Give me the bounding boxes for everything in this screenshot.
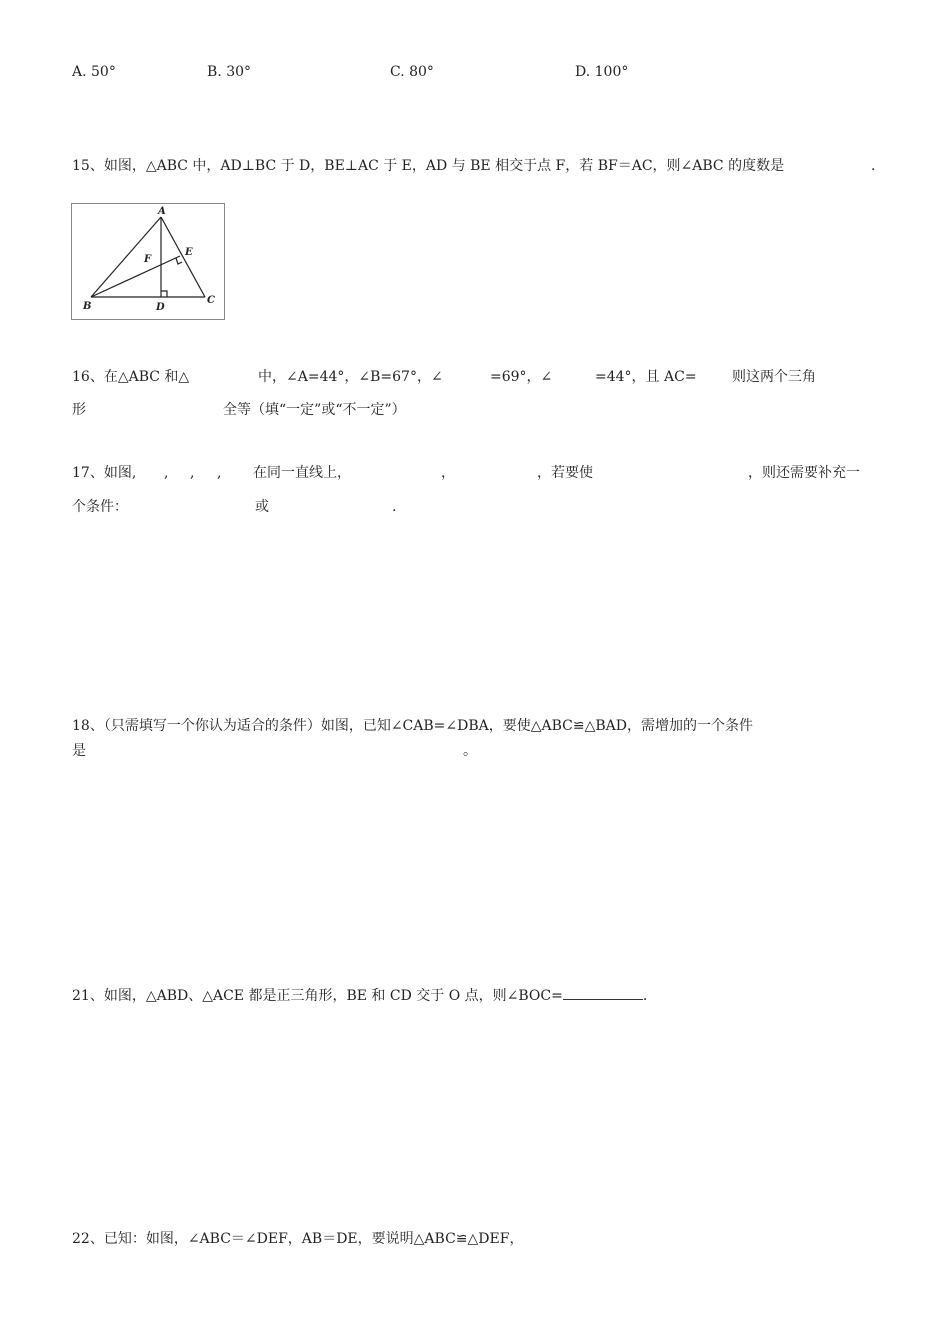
q21-text-content: 21、如图，△ABD、△ACE 都是正三角形，BE 和 CD 交于 O 点，则∠BOC=	[72, 988, 563, 1004]
label-f: F	[144, 254, 152, 265]
q21-end: .	[642, 988, 648, 1004]
q18-line2-a: 是	[72, 743, 86, 759]
q17-part2: 在同一直线上，	[253, 465, 351, 481]
q17-part1: 17、如图,	[72, 465, 137, 481]
q18-line2-b: 。	[463, 743, 477, 759]
q17-part3: ，若要使	[537, 465, 593, 481]
q16-part3: =69°，∠	[490, 369, 553, 385]
q17-comma4: ，	[441, 465, 455, 481]
q16-line2-b: 全等（填“一定”或“不一定”）	[223, 402, 406, 418]
option-b: B. 30°	[207, 64, 252, 80]
q17-comma2: ,	[190, 465, 195, 481]
q15-text: 15、如图，△ABC 中，AD⊥BC 于 D，BE⊥AC 于 E，AD 与 BE 相交于点 F，若 BF＝AC，则∠ABC 的度数是	[72, 158, 785, 174]
q18-line1: 18、（只需填写一个你认为适合的条件）如图，已知∠CAB=∠DBA，要使△ABC≌△BAD，需增加的一个条件	[72, 718, 753, 734]
q17-line2-c: .	[392, 499, 397, 515]
q22-text: 22、已知：如图，∠ABC＝∠DEF，AB＝DE，要说明△ABC≌△DEF，	[72, 1231, 524, 1247]
q21-text	[72, 985, 647, 1006]
q16-line2-a: 形	[72, 402, 86, 418]
label-a: A	[158, 206, 166, 217]
q16-part4: =44°，且 AC=	[595, 369, 697, 385]
q15-end: .	[871, 158, 876, 174]
option-c: C. 80°	[390, 64, 434, 80]
q17-part4: ，则还需要补充一	[748, 465, 860, 481]
q21-answer-blank[interactable]	[563, 985, 643, 1000]
triangle-figure	[71, 203, 225, 320]
option-d: D. 100°	[575, 64, 629, 80]
q17-line2-a: 个条件：	[72, 499, 128, 515]
q16-part1: 16、在△ABC 和△	[72, 369, 190, 385]
q17-line2-b: 或	[255, 499, 269, 515]
option-a: A. 50°	[72, 64, 116, 80]
q17-comma3: ,	[217, 465, 222, 481]
label-e: E	[185, 247, 193, 258]
label-c: C	[207, 295, 215, 306]
label-d: D	[156, 302, 165, 313]
label-b: B	[83, 301, 92, 312]
q16-part5: 则这两个三角	[732, 369, 816, 385]
q17-comma1: ,	[164, 465, 169, 481]
q16-part2: 中，∠A=44°，∠B=67°，∠	[258, 369, 443, 385]
